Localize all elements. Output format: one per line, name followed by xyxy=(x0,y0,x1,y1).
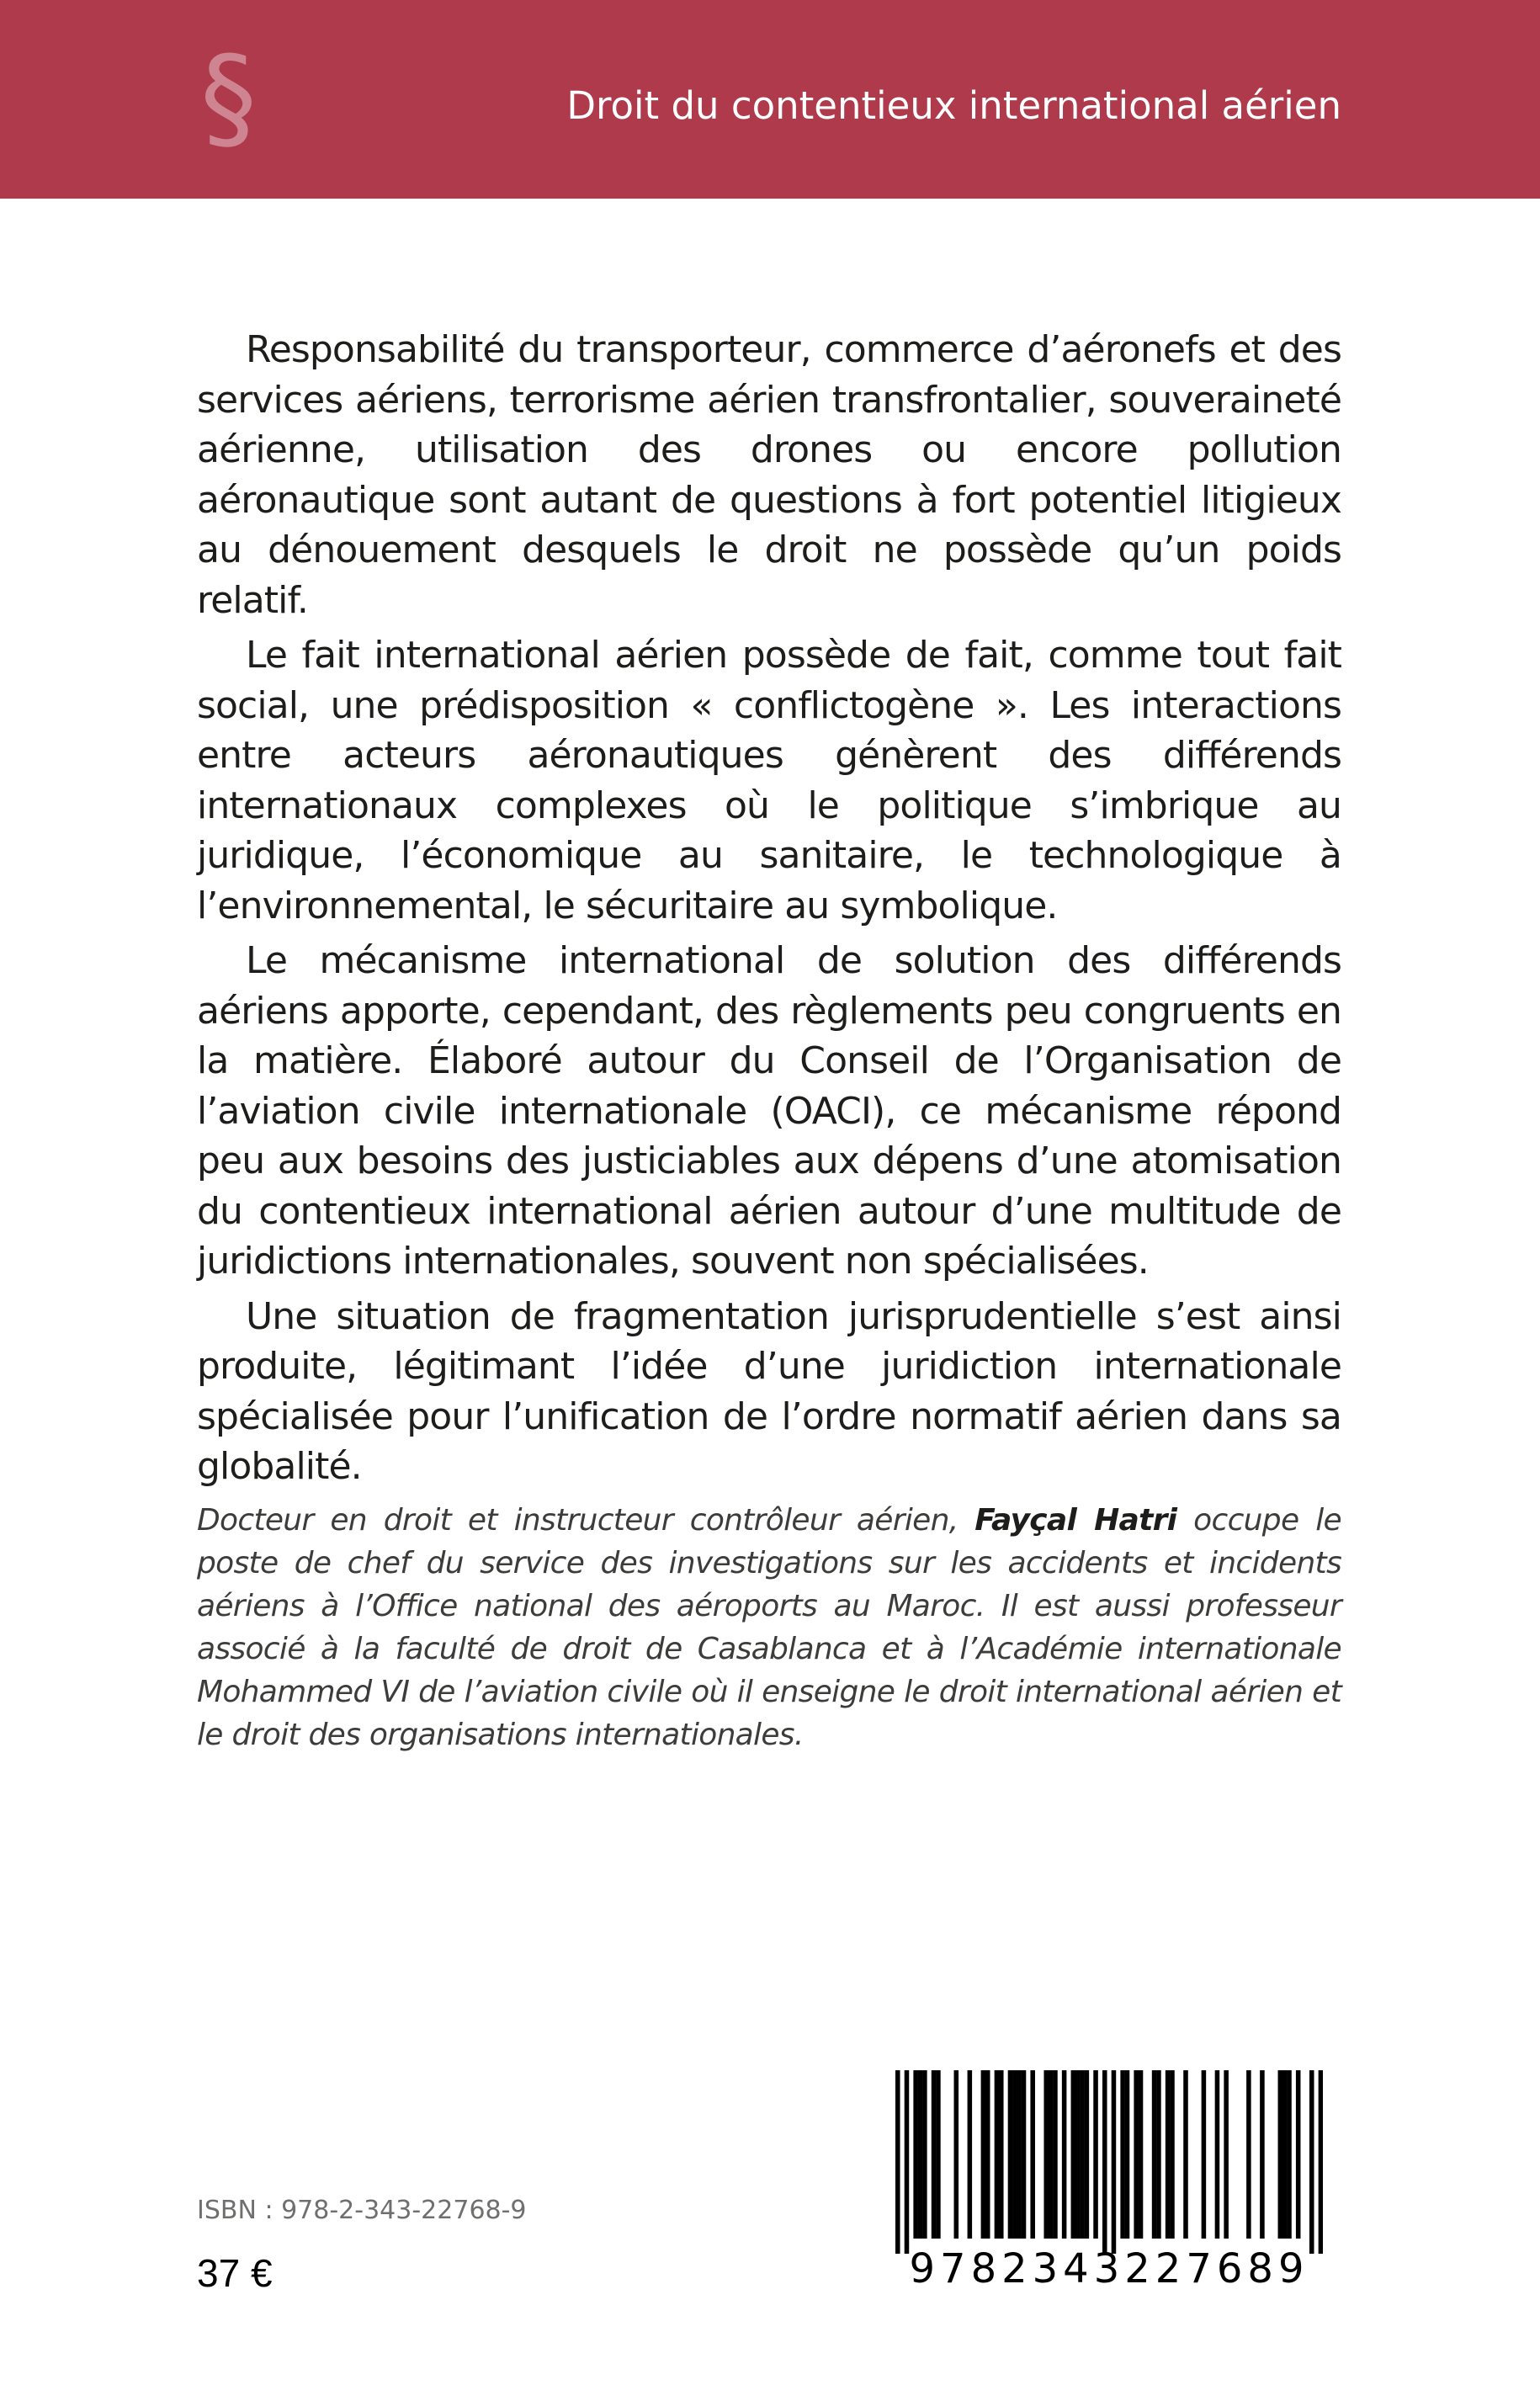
barcode-bar xyxy=(922,2070,927,2239)
barcode-bar xyxy=(905,2070,910,2254)
barcode-bar xyxy=(1202,2070,1207,2239)
barcode-bar xyxy=(1166,2070,1171,2239)
barcode-bar xyxy=(1224,2070,1229,2239)
header-band xyxy=(0,0,1540,199)
summary-paragraph-2: Le fait international aérien possède de fait, comme tout fait social, une prédisposition « conflictogène ». Les interactions entre acteurs aéronautiques génèrent des différends internationaux complexes où le politique s’imbrique au juridique, l’économique au sanitaire, le technologique à l’environnemental, le sécuritaire au symbolique. xyxy=(197,634,1341,927)
barcode-bar xyxy=(1049,2070,1054,2239)
barcode-bar xyxy=(1053,2070,1058,2239)
barcode-bar xyxy=(1112,2070,1117,2254)
barcode-bar xyxy=(1071,2070,1076,2239)
barcode-bar xyxy=(1246,2070,1251,2239)
barcode-bar xyxy=(968,2070,973,2239)
barcode-bar xyxy=(1008,2070,1013,2239)
barcode-bar xyxy=(1139,2070,1144,2239)
barcode-bar xyxy=(1017,2070,1022,2239)
barcode-bar xyxy=(1012,2070,1017,2239)
barcode-bar xyxy=(1215,2070,1220,2239)
barcode-bar xyxy=(981,2070,986,2239)
barcode-bar xyxy=(999,2070,1004,2239)
barcode-bar xyxy=(1043,2070,1049,2239)
barcode-bar xyxy=(1296,2070,1301,2239)
barcode-bar xyxy=(1080,2070,1085,2239)
barcode-bar xyxy=(1120,2070,1125,2239)
barcode-bar xyxy=(1093,2070,1098,2239)
barcode-bar xyxy=(1062,2070,1067,2239)
barcode-bar xyxy=(1022,2070,1027,2239)
summary-paragraph-3: Le mécanisme international de solution des différends aériens apporte, cependant, des règlements peu congruents en la matière. Élaboré autour du Conseil de l’Organisation de l’aviation civile internationale (OACI), ce mécanisme répond peu aux besoins des justiciables aux dépens d’une atomisation du contentieux international aérien autour d’une multitude de juridictions internationales, souvent non spécialisées. xyxy=(197,939,1341,1283)
barcode-bar xyxy=(1152,2070,1157,2239)
author-bio-intro: Docteur en droit et instructeur contrôleur aérien, xyxy=(197,1503,975,1538)
barcode-bar xyxy=(936,2070,941,2239)
price-label: 37 € xyxy=(197,2251,273,2295)
barcode-bars xyxy=(895,2070,1323,2254)
barcode-bar xyxy=(1183,2070,1188,2239)
barcode-bar xyxy=(1278,2070,1283,2239)
summary-paragraph-1: Responsabilité du transporteur, commerce d’aéronefs et des services aériens, terrorisme aérien transfrontalier, souveraineté aérienne, utilisation des drones ou encore pollution aéronautique sont autant de questions à fort potentiel litigieux au dénouement desquels le droit ne possède qu’un poids relatif. xyxy=(197,328,1341,622)
barcode-bar xyxy=(918,2070,923,2239)
author-biography xyxy=(197,1499,1341,1756)
barcode-bar xyxy=(954,2070,959,2239)
barcode-bar xyxy=(1309,2070,1314,2254)
section-sign-logo: § xyxy=(200,32,257,163)
isbn-barcode xyxy=(880,2060,1338,2301)
barcode-bar xyxy=(1319,2070,1323,2254)
barcode-bar xyxy=(1287,2070,1292,2239)
barcode-bar xyxy=(1156,2070,1161,2239)
barcode-bar xyxy=(1134,2070,1139,2239)
collection-title: Droit du contentieux international aérien xyxy=(566,83,1341,128)
barcode-digits: 9782343227689 xyxy=(909,2245,1309,2292)
barcode-bar xyxy=(1282,2070,1288,2239)
barcode-bar xyxy=(1260,2070,1265,2239)
barcode-bar xyxy=(1125,2070,1130,2239)
barcode-bar xyxy=(1085,2070,1090,2239)
author-name: Fayçal Hatri xyxy=(974,1503,1177,1538)
barcode-bar xyxy=(913,2070,918,2239)
barcode-bar xyxy=(1075,2070,1081,2239)
barcode-bar xyxy=(895,2070,900,2254)
barcode-bar xyxy=(932,2070,937,2239)
barcode-bar xyxy=(1170,2070,1175,2239)
barcode-bar xyxy=(1030,2070,1035,2239)
isbn-label: ISBN : 978-2-343-22768-9 xyxy=(197,2196,527,2225)
summary-paragraph-4: Une situation de fragmentation jurisprudentielle s’est ainsi produite, légitimant l’idée d’une juridiction internationale spécialisée pour l’unification de l’ordre normatif aérien dans sa globalité. xyxy=(197,1294,1341,1488)
barcode-bar xyxy=(985,2070,990,2239)
back-cover-summary xyxy=(197,325,1341,1497)
author-bio-details: occupe le poste de chef du service des investigations sur les accidents et incidents aériens à l’Office national des aéroports au Maroc. Il est aussi professeur associé à la faculté de droit de Casablanca et à l’Académie internationale Mohammed VI de l’aviation civile où il enseigne le droit international aérien et le droit des organisations internationales. xyxy=(197,1503,1341,1752)
barcode-bar xyxy=(1102,2070,1107,2254)
barcode-bar xyxy=(995,2070,1000,2239)
